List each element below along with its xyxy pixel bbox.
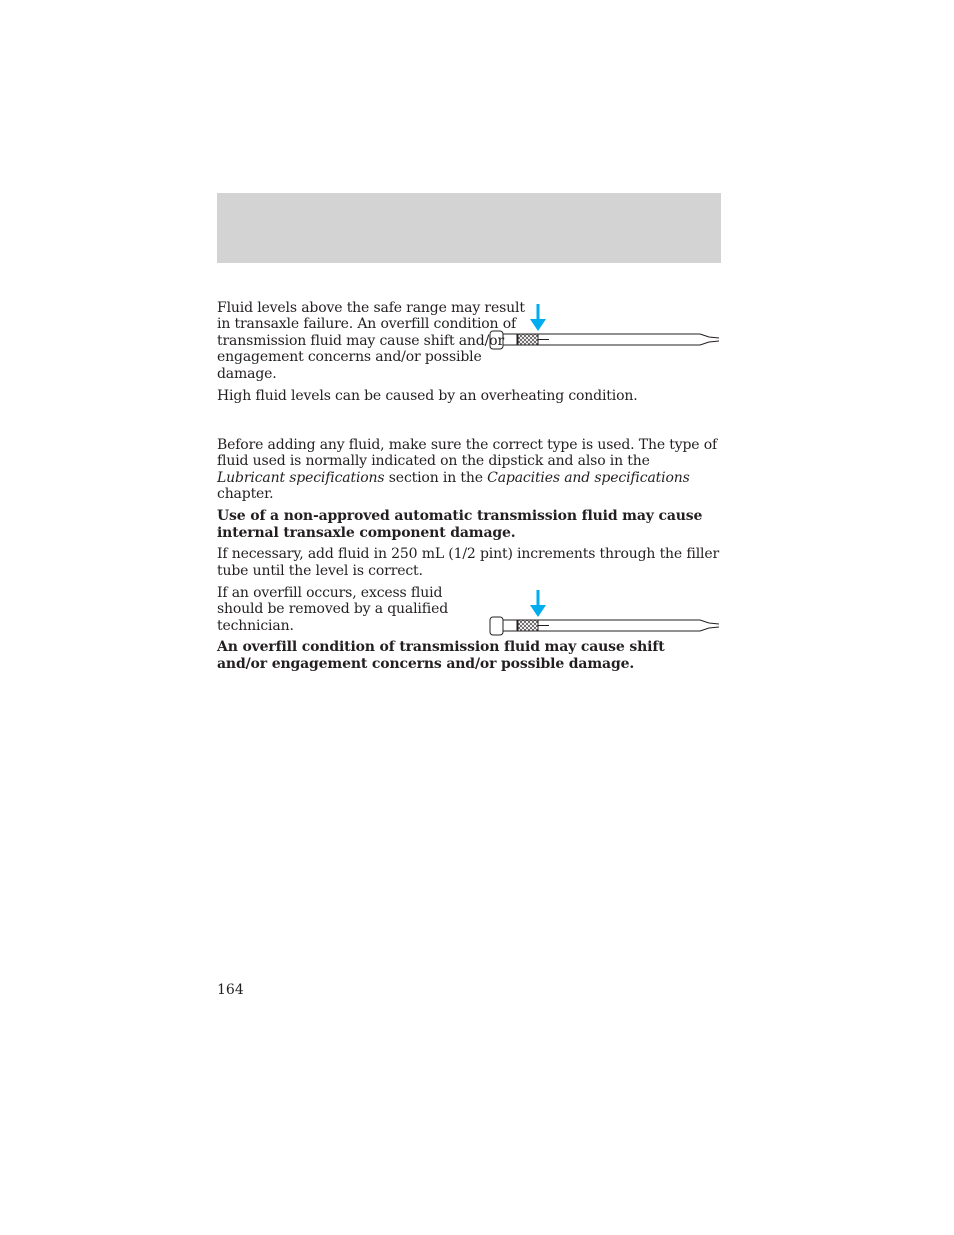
overfill-paragraph: Fluid levels above the safe range may result in transaxle failure. An overfill condition of transmission fluid may cause shift and/or engagement concerns and/or possible damage. xyxy=(217,300,525,382)
overfill-removal-paragraph: If an overfill occurs, excess fluid should be removed by a qualified technician. xyxy=(217,584,449,634)
dipstick-illustration-2 xyxy=(487,588,723,636)
fluid-type-text-2: section in the xyxy=(384,469,488,486)
dipstick-icon xyxy=(490,617,719,635)
capacities-specifications-reference: Capacities and specifications xyxy=(487,469,690,486)
dipstick-icon xyxy=(490,331,719,349)
add-fluid-paragraph: If necessary, add fluid in 250 mL (1/2 pint) increments through the filler tube until the level is correct. xyxy=(217,546,720,579)
page-number: 164 xyxy=(217,982,244,998)
adding-fluid-block xyxy=(217,437,721,672)
dipstick-illustration-1 xyxy=(487,302,723,350)
lubricant-specifications-reference: Lubricant specifications xyxy=(217,469,385,486)
non-approved-fluid-warning: Use of a non-approved automatic transmission fluid may cause internal transaxle component damage. xyxy=(217,508,703,541)
overheating-paragraph: High fluid levels can be caused by an overheating condition. xyxy=(217,388,638,405)
section-header-band xyxy=(217,193,721,263)
overfill-condition-warning: An overfill condition of transmission fluid may cause shift and/or engagement concerns and/or possible damage. xyxy=(217,639,665,672)
fluid-type-text-3: chapter. xyxy=(217,486,274,503)
dipstick-arrow-icon xyxy=(530,590,546,617)
fluid-type-text: Before adding any fluid, make sure the correct type is used. The type of fluid used is normally indicated on the dipstick and also in the xyxy=(217,437,718,470)
fluid-type-paragraph xyxy=(217,437,721,503)
dipstick-arrow-icon xyxy=(530,304,546,331)
